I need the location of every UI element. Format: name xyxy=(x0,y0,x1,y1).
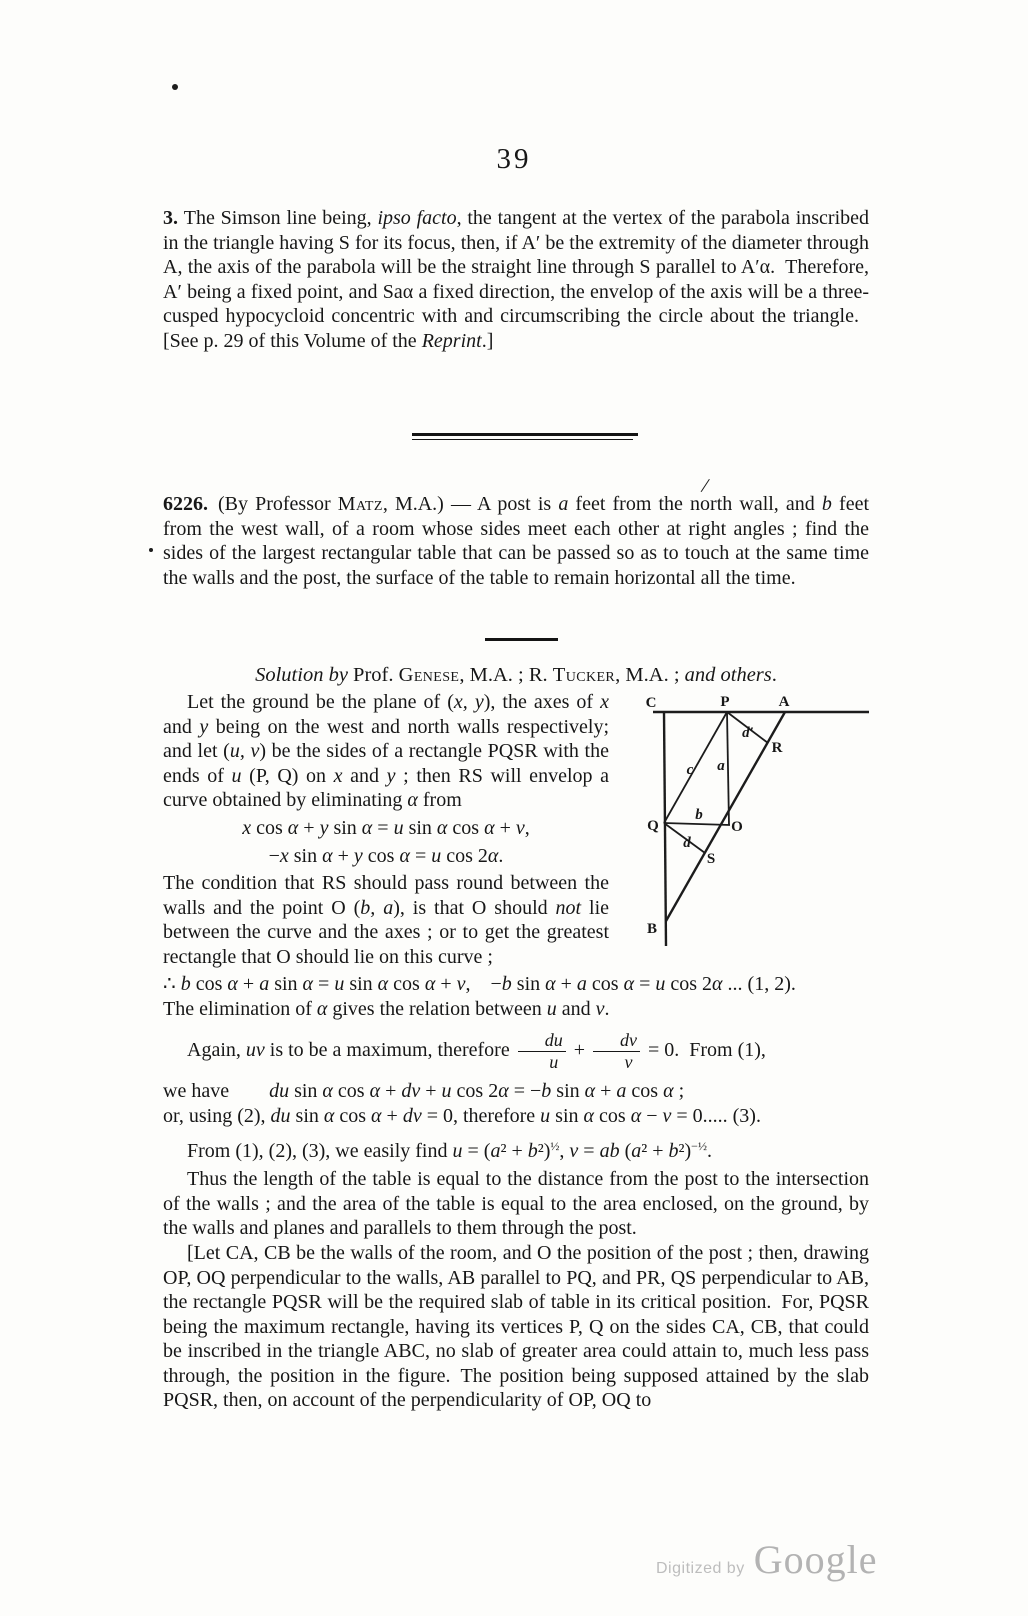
figure-label-S: S xyxy=(706,851,716,867)
figure-label-A: A xyxy=(778,694,790,710)
thus-paragraph: Thus the length of the table is equal to the distance from the post to the intersection of the walls ; and the area of the table is equal to the area enclosed, on the ground, by the walls and planes and parallels to them through the post. xyxy=(163,1168,869,1240)
elimination-line: The elimination of α gives the relation between u and v. xyxy=(163,998,610,1021)
figure-label-d-prime: d′ xyxy=(742,725,754,741)
watermark-prefix: Digitized by xyxy=(656,1560,745,1577)
segment-PO-line xyxy=(727,712,729,825)
solution-body xyxy=(163,690,869,1413)
figure-label-Q: Q xyxy=(647,818,659,834)
scan-speck xyxy=(149,548,153,552)
figure-label-O: O xyxy=(731,819,743,835)
double-rule-top xyxy=(412,433,638,436)
digitized-watermark xyxy=(656,1536,877,1583)
solution-paragraph-2: The condition that RS should pass round between the walls and the point O (b, a), is that O should not lie between the curve and the axes ; or to get the greatest rectangle that O should lie on this curve ; xyxy=(163,871,610,968)
bracket-paragraph: [Let CA, CB be the walls of the room, and O the position of the post ; then, drawing OP, OQ perpendicular to the walls, AB parallel to PQ, and PR, QS perpendicular to AB, the rectangle PQSR will be the required slab of table in its critical position. For, PQSR being the maximum rectangle, having its vertices P, Q on the sides CA, CB, that could be inscribed in the triangle ABC, no slab of greater area could attain to, much less pass through, the position in the figure. The position being supposed attained by the slab PQSR, then, on account of the perpendicularity of OP, OQ to xyxy=(163,1241,869,1412)
figure-label-R: R xyxy=(771,740,783,756)
short-rule-separator xyxy=(485,638,558,641)
problem-6226-paragraph: 6226. (By Professor Matz, M.A.) — A post is a feet from the north wall, and b feet from the west wall, of a room whose sides meet each other at right angles ; find the sides of the largest rectangular table that can be passed so as to touch at the same time the walls and the post, the surface of the table to remain horizontal all the time. xyxy=(163,493,870,589)
figure-labels xyxy=(646,694,790,937)
solution-paragraph-1: Let the ground be the plane of (x, y), the axes of x and y being on the west and north walls respectively; and let (u, v) be the sides of a rectangle PQSR with the ends of u (P, Q) on x and y ; then RS will envelop a curve obtained by eliminating α from xyxy=(163,691,610,812)
stray-ink-mark: / xyxy=(700,474,709,498)
figure-label-P: P xyxy=(720,694,730,710)
figure-label-b: b xyxy=(695,807,703,823)
geometry-figure-svg xyxy=(619,690,869,952)
solution-heading: Solution by Prof. Genese, M.A. ; R. Tucker, M.A. ; and others. xyxy=(255,664,777,686)
article-3-paragraph: 3. The Simson line being, ipso facto, the tangent at the vertex of the parabola inscribed in the triangle having S for its focus, then, if A′ be the extremity of the diameter through A, the axis of the parabola will be the straight line through S parallel to A′α. Therefore, A′ being a fixed point, and Saα a fixed direction, the envelop of the axis will be a three-cusped hypocycloid concentric with and circumscribing the circle about the triangle. [See p. 29 of this Volume of the Reprint.] xyxy=(163,207,869,352)
figure-label-C: C xyxy=(645,695,657,711)
wall-CB-line xyxy=(664,712,666,946)
maximum-condition-line: Again, uv is to be a maximum, therefore $\frac{du}{u}$ + $\frac{dv}{v}$ = 0. From (1), xyxy=(187,1030,766,1073)
figure-label-a: a xyxy=(717,758,725,774)
double-rule-bottom xyxy=(412,439,633,440)
segment-QO-line xyxy=(664,823,730,825)
result-line: From (1), (2), (3), we easily find $u = (a^2 + b^2)^{\frac{1}{2}}$, v = ab $(a^2 + b^2)^{-\frac{1}{2}}$. xyxy=(187,1139,712,1163)
we-have-line: we have du sin α cos α + dv + u cos 2α = −b sin α + a cos α ; xyxy=(163,1080,685,1103)
equation-2: −x sin α + y cos α = u cos 2α. xyxy=(268,844,504,867)
figure-label-c: c xyxy=(686,762,694,778)
figure-lines xyxy=(653,712,869,946)
equation-line-1-2: ∴ b cos α + a sin α = u sin α cos α + v, −b sin α + a cos α = u cos 2α ... (1, 2). xyxy=(163,973,796,996)
equation-1: x cos α + y sin α = u sin α cos α + v, xyxy=(242,816,530,839)
page-number: 39 xyxy=(496,143,532,175)
scan-speck xyxy=(172,84,178,90)
geometry-figure xyxy=(619,690,869,952)
google-logo: Google xyxy=(753,1537,878,1582)
or-using-line: or, using (2), du sin α cos α + dv = 0, therefore u sin α cos α − v = 0..... (3). xyxy=(163,1105,761,1128)
figure-label-d: d xyxy=(683,835,691,851)
figure-label-B: B xyxy=(646,921,658,937)
double-rule-separator xyxy=(412,433,638,440)
